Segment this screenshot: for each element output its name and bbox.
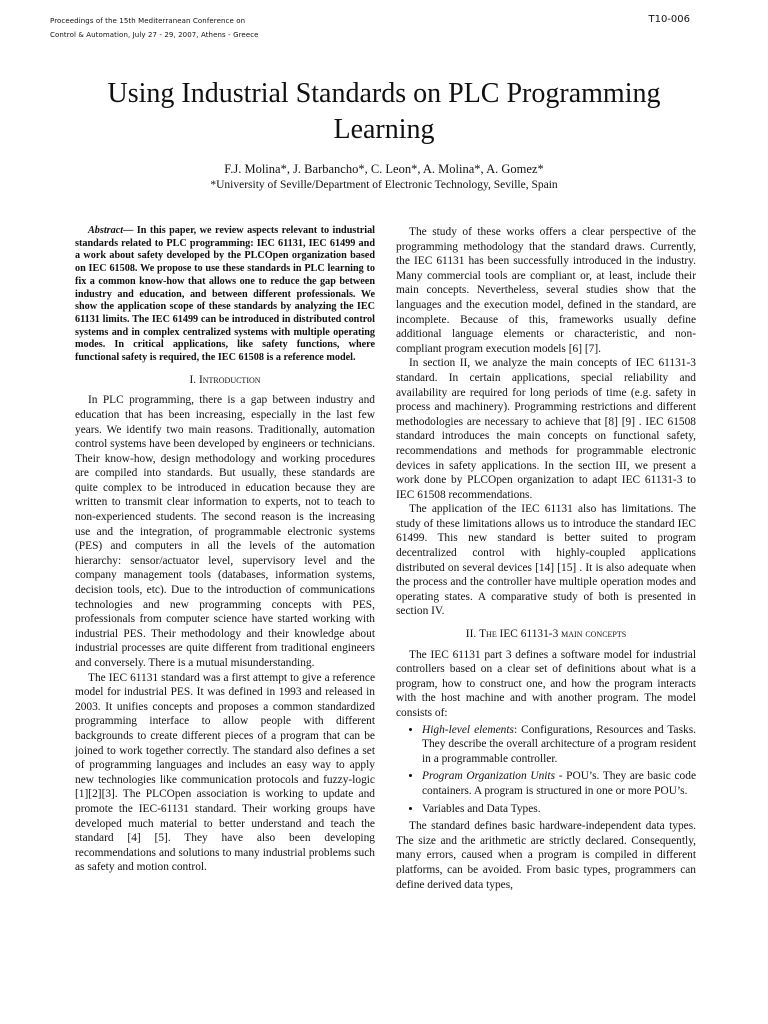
conference-header-line2: Control & Automation, July 27 - 29, 2007, Athens - Greece bbox=[50, 31, 259, 39]
paragraph: The IEC 61131 part 3 defines a software model for industrial controllers based on a clear set of definitions about what is a program, how to construct one, and how the program interacts with the host machine and with another program. The model consists of: bbox=[396, 648, 696, 719]
section-heading-introduction bbox=[75, 373, 375, 388]
abstract-text: — In this paper, we review aspects relevant to industrial standards related to PLC programming: IEC 61131, IEC 61499 and a work about safety developed by the PLCOpen organization based on IEC 61508. We propose to use these standards in PLC learning to fix a common know-how that allows one to reduce the gap between industry and education, and between different professionals. We show the application scope of these standards by analyzing the IEC 61131 limits. The IEC 61499 can be introduced in distributed control systems and in complex centralized systems with multiple operating modes. In critical applications, like safety functions, where functional safety is required, the IEC 61508 is a reference model. bbox=[75, 225, 375, 364]
list-item-text: Variables and Data Types. bbox=[422, 802, 541, 815]
list-item-text: - POU’s. They are basic code containers. A program is structured in one or more POU’s. bbox=[422, 770, 696, 797]
author-list: F.J. Molina*, J. Barbancho*, C. Leon*, A. Molina*, A. Gomez* bbox=[224, 162, 544, 176]
paper-title: Using Industrial Standards on PLC Programming Learning bbox=[107, 78, 661, 145]
left-column bbox=[75, 225, 375, 875]
list-item bbox=[422, 802, 696, 817]
section-number: II. bbox=[465, 628, 477, 641]
paragraph: In PLC programming, there is a gap between industry and education that has been increasing, especially in the last few years. We identify two main reasons. Traditionally, automation control systems have been developed by engineers or technicians. Their know-how, design methodology and working procedures are compiled into standards. But usually, these standards are quite complex to be introduced in education because they are written to transmit clear information to experts, not to teach to non-experienced students. The second reason is the increasing use and the integration, of programmable electronic systems (PES) and computers in all the levels of the automation hierarchy: sensor/actuator level, supervisory level and the company management tools (databases, information systems, decision tools, etc). Due to the introduction of communications technologies and new programming concepts with PES, professionals from computer science have started working with industrial PES. Their methodology and their knowledge about industrial processes are quite different from traditional engineers and conversely. There is a mutual misunderstanding. bbox=[75, 394, 375, 670]
section-title: The IEC 61131-3 main concepts bbox=[479, 628, 627, 641]
paragraph: The standard defines basic hardware-independent data types. The size and the arithmetic are strictly declared. Consequently, many errors, caused when a program is compiled in different platforms, can be avoided. From basic types, programmers can define derived data types, bbox=[396, 820, 696, 891]
paragraph: In section II, we analyze the main concepts of IEC 61131-3 standard. In certain applications, special reliability and availability are required for long periods of time (e.g. safety in process and machinery). Programming restrictions and different methodologies are necessary to achieve that [8] [9] . IEC 61508 standard introduces the main concepts on functional safety, recommendations and methods for programmable electronic devices in safety applications. In the section III, we present a work done by PLCOpen organization to adapt IEC 61131-3 to IEC 61508 recommendations. bbox=[396, 357, 696, 501]
section-title: Introduction bbox=[198, 373, 261, 386]
affiliation: *University of Seville/Department of Electronic Technology, Seville, Spain bbox=[210, 179, 558, 191]
conference-header bbox=[50, 14, 259, 42]
paragraph: The application of the IEC 61131 also has limitations. The study of these limitations allows us to introduce the standard IEC 61499. This new standard is better suited to program decentralized control with highly-coupled applications distributed on several devices [14] [15] . It is also adequate when the process and the controller have multiple operation modes and operating states. A comparative study of both is presented in section IV. bbox=[396, 503, 696, 618]
list-item-text: : Configurations, Resources and Tasks. They describe the overall architecture of a program resident in a programmable controller. bbox=[422, 723, 696, 765]
list-item-term: High-level elements bbox=[422, 723, 514, 736]
abstract-label: Abstract bbox=[88, 225, 124, 236]
section-heading-iec-61131-3 bbox=[396, 627, 696, 642]
list-item bbox=[422, 723, 696, 767]
paragraph: The study of these works offers a clear perspective of the programming methodology that the standard draws. Currently, the IEC 61131 has been successfully introduced in the industry. Many commercial tools are compliant or, at least, include their main concepts. Nevertheless, several studies show that the languages and the execution model, defined in the standard, are incomplete. Because of this, frameworks usually define additional language elements or characteristic, and non-compliant program execution models [6] [7]. bbox=[396, 226, 696, 355]
conference-header-line1: Proceedings of the 15th Mediterranean Conference on bbox=[50, 17, 246, 25]
paper-id: T10-006 bbox=[648, 14, 690, 25]
right-column bbox=[396, 225, 696, 892]
paragraph: The IEC 61131 standard was a first attempt to give a reference model for industrial PES. It was defined in 1993 and released in 2003. It unifies concepts and proposes a common standardized programming interface to allow people with different backgrounds to create different pieces of a program that can be joined to work together correctly. The standard also defines a set of programming languages and includes an easy way to apply new technologies like communication protocols and fuzzy-logic [1][2][3]. The PLCOpen association is working to update and promote the IEC-61131 standard. Their working groups have developed much material to better understand and teach the standard [4] [5]. They have also been developing recommendations and solutions to many industrial problems such as safety and motion control. bbox=[75, 671, 375, 874]
abstract bbox=[75, 225, 375, 365]
list-item-term: Program Organization Units bbox=[422, 770, 556, 783]
model-element-list bbox=[396, 723, 696, 817]
list-item bbox=[422, 769, 696, 798]
section-number: I. bbox=[189, 373, 197, 386]
